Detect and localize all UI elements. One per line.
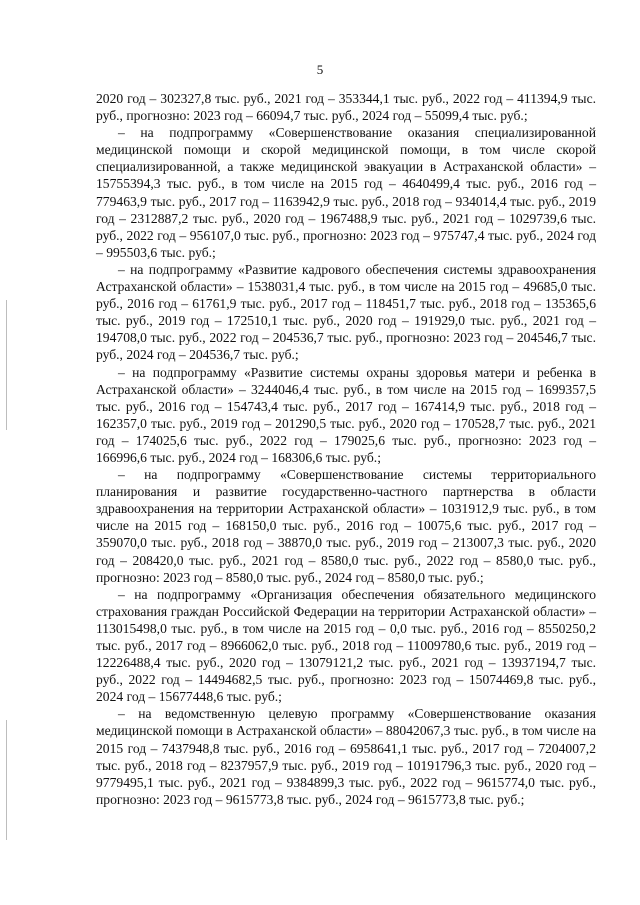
paragraph-departmental-program: – на ведомственную целевую программу «Совершенствование оказания медицинской помощи в Астраханской области» – 88042067,3 тыс. руб., в том числе на 2015 год – 7437948,8 тыс. руб., 2016 год – 6958641,1 тыс. руб., 2017 год – 7204007,2 тыс. руб., 2018 год – 8237957,9 тыс. руб., 2019 год – 10191796,3 тыс. руб., 2020 год – 9779495,1 тыс. руб., 2021 год – 9384899,3 тыс. руб., 2022 год – 9615774,0 тыс. руб., прогнозно: 2023 год – 9615773,8 тыс. руб., 2024 год – 9615773,8 тыс. руб.; [96, 706, 596, 807]
paragraph-personnel: – на подпрограмму «Развитие кадрового обеспечения системы здравоохранения Астраханской области» – 1538031,4 тыс. руб., в том числе на 2015 год – 49685,0 тыс. руб., 2016 год – 61761,9 тыс. руб., 2017 год – 118451,7 тыс. руб., 2018 год – 135365,6 тыс. руб., 2019 год – 172510,1 тыс. руб., 2020 год – 191929,0 тыс. руб., 2021 год – 194708,0 тыс. руб., 2022 год – 204536,7 тыс. руб., прогнозно: 2023 год – 204546,7 тыс. руб., 2024 год – 204536,7 тыс. руб.; [96, 261, 596, 363]
paragraph-medical-insurance: – на подпрограмму «Организация обеспечения обязательного медицинского страхования граждан Российской Федерации на территории Астраханской области» – 113015498,0 тыс. руб., в том числе на 2015 год – 0,0 тыс. руб., 2016 год – 8550250,2 тыс. руб., 2017 год – 8966062,0 тыс. руб., 2018 год – 11009780,6 тыс. руб., 2019 год – 12226488,4 тыс. руб., 2020 год – 13079121,2 тыс. руб., 2021 год – 13937194,7 тыс. руб., 2022 год – 14494682,5 тыс. руб., прогнозно: 2023 год – 15074469,8 тыс. руб., 2024 год – 15677448,6 тыс. руб.; [96, 586, 596, 705]
scan-edge-mark-top [6, 300, 7, 430]
document-body [96, 90, 596, 808]
page-number: 5 [316, 62, 324, 77]
paragraph-continuation: 2020 год – 302327,8 тыс. руб., 2021 год – 353344,1 тыс. руб., 2022 год – 411394,9 тыс. руб., прогнозно: 2023 год – 66094,7 тыс. руб., 2024 год – 55099,4 тыс. руб.; [96, 91, 596, 124]
paragraph-specialized-care: – на подпрограмму «Совершенствование оказания специализированной медицинской помощи и скорой медицинской помощи, в том числе скорой специализированной, а также медицинской эвакуации в Астраханской области» – 15755394,3 тыс. руб., в том числе на 2015 год – 4640499,4 тыс. руб., 2016 год – 779463,9 тыс. руб., 2017 год – 1163942,9 тыс. руб., 2018 год – 934014,4 тыс. руб., 2019 год – 2312887,2 тыс. руб., 2020 год – 1967488,9 тыс. руб., 2021 год – 1029739,6 тыс. руб., 2022 год – 956107,0 тыс. руб., прогнозно: 2023 год – 975747,4 тыс. руб., 2024 год – 995503,6 тыс. руб.; [96, 125, 596, 260]
scan-edge-mark-bottom [6, 720, 7, 840]
paragraph-mother-child: – на подпрограмму «Развитие системы охраны здоровья матери и ребенка в Астраханской области» – 3244046,4 тыс. руб., в том числе на 2015 год – 1699357,5 тыс. руб., 2016 год – 154743,4 тыс. руб., 2017 год – 167414,9 тыс. руб., 2018 год – 162357,0 тыс. руб., 2019 год – 201290,5 тыс. руб., 2020 год – 170528,7 тыс. руб., 2021 год – 174025,6 тыс. руб., 2022 год – 179025,6 тыс. руб., прогнозно: 2023 год – 166996,6 тыс. руб., 2024 год – 168306,6 тыс. руб.; [96, 364, 596, 465]
paragraph-territorial-planning: – на подпрограмму «Совершенствование системы территориального планирования и развитие государственно-частного партнерства в области здравоохранения на территории Астраханской области» – 1031912,9 тыс. руб., в том числе на 2015 год – 168150,0 тыс. руб., 2016 год – 10075,6 тыс. руб., 2017 год – 359070,0 тыс. руб., 2018 год – 38870,0 тыс. руб., 2019 год – 213007,3 тыс. руб., 2020 год – 208420,0 тыс. руб., 2021 год – 8580,0 тыс. руб., 2022 год – 8580,0 тыс. руб., прогнозно: 2023 год – 8580,0 тыс. руб., 2024 год – 8580,0 тыс. руб.; [96, 467, 596, 585]
